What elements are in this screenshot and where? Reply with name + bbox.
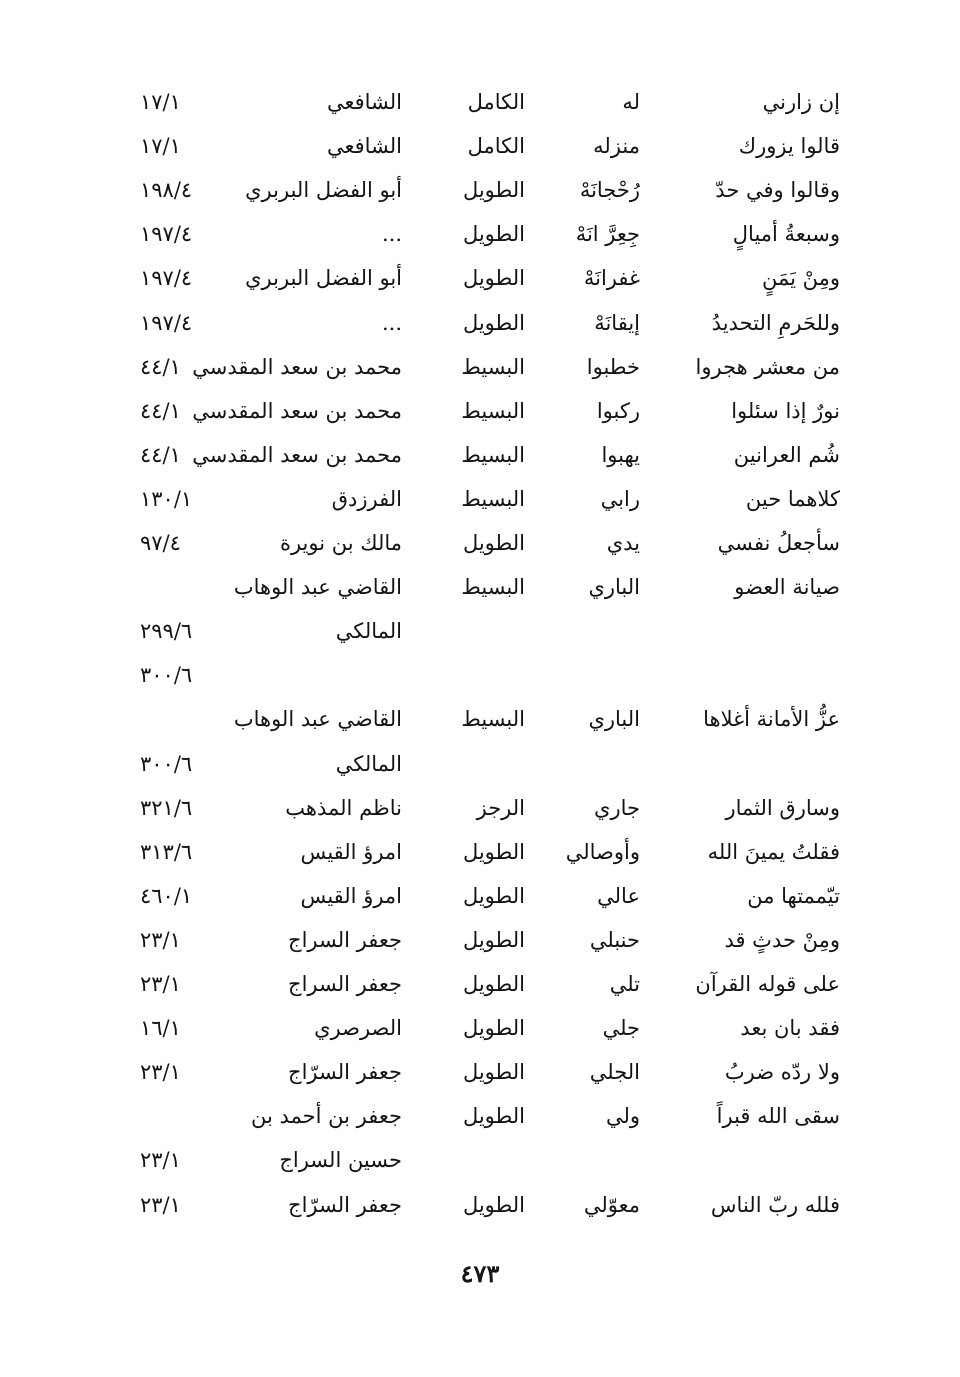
table-row xyxy=(0,565,960,609)
meter-cell: البسيط xyxy=(461,399,525,423)
first-words-cell: وللحَرمِ التحديدُ xyxy=(711,311,840,335)
meter-cell: الطويل xyxy=(462,311,525,335)
table-row xyxy=(0,1050,960,1094)
reference-cell: ٢٣/١ xyxy=(140,1148,181,1172)
first-words-cell: ومِنْ حدثٍ قد xyxy=(724,928,840,952)
meter-cell: الطويل xyxy=(462,1193,525,1217)
reference-cell: ١٩٧/٤ xyxy=(140,311,193,335)
poet-cell: المالكي xyxy=(335,619,402,643)
table-row xyxy=(0,918,960,962)
first-words-cell: وقالوا وفي حدّ xyxy=(715,178,840,202)
rhyme-word-cell: منزله xyxy=(593,134,640,158)
rhyme-word-cell: وأوصالي xyxy=(565,840,640,864)
rhyme-word-cell: يهبوا xyxy=(601,443,640,467)
table-row xyxy=(0,1006,960,1050)
first-words-cell: إن زارني xyxy=(762,90,840,114)
rhyme-word-cell: حنبلي xyxy=(589,928,640,952)
table-row xyxy=(0,433,960,477)
table-row xyxy=(0,1138,960,1182)
table-row xyxy=(0,389,960,433)
reference-cell: ٤٤/١ xyxy=(140,355,181,379)
meter-cell: الطويل xyxy=(462,1016,525,1040)
meter-cell: البسيط xyxy=(461,707,525,731)
poet-cell: محمد بن سعد المقدسي xyxy=(192,355,402,379)
reference-cell: ٤٤/١ xyxy=(140,399,181,423)
page-number: ٤٧٣ xyxy=(460,1259,500,1288)
meter-cell: البسيط xyxy=(461,443,525,467)
rhyme-word-cell: الجلي xyxy=(589,1060,640,1084)
poet-cell: الصرصري xyxy=(314,1016,402,1040)
reference-cell: ١٧/١ xyxy=(140,90,181,114)
meter-cell: البسيط xyxy=(461,575,525,599)
poet-cell: جعفر بن أحمد بن xyxy=(251,1104,402,1128)
table-row xyxy=(0,1094,960,1138)
first-words-cell: ولا ردّه ضربُ xyxy=(724,1060,840,1084)
table-row xyxy=(0,830,960,874)
first-words-cell: تيّممتها من xyxy=(747,884,840,908)
poet-cell: الشافعي xyxy=(326,90,402,114)
reference-cell: ١٦/١ xyxy=(140,1016,181,1040)
table-row xyxy=(0,1183,960,1227)
rhyme-word-cell: ولي xyxy=(605,1104,640,1128)
rhyme-word-cell: خطبوا xyxy=(586,355,640,379)
table-row xyxy=(0,874,960,918)
poet-cell: الفرزدق xyxy=(331,487,402,511)
poet-cell: مالك بن نويرة xyxy=(279,531,402,555)
first-words-cell: سقى الله قبراً xyxy=(716,1104,840,1128)
reference-cell: ٣١٣/٦ xyxy=(140,840,193,864)
meter-cell: الكامل xyxy=(467,134,525,158)
meter-cell: الطويل xyxy=(462,178,525,202)
rhyme-word-cell: معوّلي xyxy=(583,1193,640,1217)
reference-cell: ٣٢١/٦ xyxy=(140,796,193,820)
reference-cell: ١٧/١ xyxy=(140,134,181,158)
table-row xyxy=(0,80,960,124)
table-row xyxy=(0,345,960,389)
rhyme-word-cell: تلي xyxy=(609,972,640,996)
rhyme-word-cell: عالي xyxy=(597,884,640,908)
meter-cell: الكامل xyxy=(467,90,525,114)
poet-cell: جعفر السرّاج xyxy=(288,1060,402,1084)
reference-cell: ٣٠٠/٦ xyxy=(140,752,193,776)
table-row xyxy=(0,962,960,1006)
poet-cell: أبو الفضل البربري xyxy=(245,178,402,202)
reference-cell: ٣٠٠/٦ xyxy=(140,663,193,687)
table-row xyxy=(0,697,960,741)
first-words-cell: على قوله القرآن xyxy=(695,972,840,996)
poet-cell: محمد بن سعد المقدسي xyxy=(192,443,402,467)
rhyme-word-cell: يدي xyxy=(606,531,640,555)
poet-cell: القاضي عبد الوهاب xyxy=(233,707,402,731)
first-words-cell: فلله ربّ الناس xyxy=(710,1193,840,1217)
reference-cell: ٢٣/١ xyxy=(140,1193,181,1217)
meter-cell: الطويل xyxy=(462,531,525,555)
table-row xyxy=(0,168,960,212)
meter-cell: الرجز xyxy=(476,796,525,820)
meter-cell: الطويل xyxy=(462,840,525,864)
rhyme-word-cell: إيقانَهْ xyxy=(594,311,640,335)
reference-cell: ١٣٠/١ xyxy=(140,487,193,511)
reference-cell: ٢٣/١ xyxy=(140,972,181,996)
first-words-cell: من معشر هجروا xyxy=(695,355,840,379)
first-words-cell: وسارق الثمار xyxy=(725,796,840,820)
poet-cell: حسين السراج xyxy=(279,1148,402,1172)
poet-cell: ... xyxy=(381,222,402,246)
first-words-cell: صيانة العضو xyxy=(734,575,840,599)
reference-cell: ١٩٧/٤ xyxy=(140,266,193,290)
meter-cell: الطويل xyxy=(462,972,525,996)
rhyme-word-cell: جاري xyxy=(594,796,640,820)
meter-cell: الطويل xyxy=(462,1060,525,1084)
reference-cell: ٢٣/١ xyxy=(140,928,181,952)
rhyme-word-cell: الباري xyxy=(588,575,640,599)
poet-cell: جعفر السراج xyxy=(288,972,402,996)
poet-cell: جعفر السرّاج xyxy=(288,1193,402,1217)
first-words-cell: شُم العرانين xyxy=(733,443,840,467)
poet-cell: المالكي xyxy=(335,752,402,776)
rhyme-word-cell: غفرانَهْ xyxy=(583,266,640,290)
first-words-cell: سأجعلُ نفسي xyxy=(717,531,840,555)
poet-cell: القاضي عبد الوهاب xyxy=(233,575,402,599)
table-row xyxy=(0,742,960,786)
meter-cell: الطويل xyxy=(462,1104,525,1128)
poet-cell: ... xyxy=(381,311,402,335)
poet-cell: امرؤ القيس xyxy=(300,884,402,908)
table-row xyxy=(0,521,960,565)
first-words-cell: وسبعةُ أميالٍ xyxy=(732,222,840,246)
reference-cell: ٩٧/٤ xyxy=(140,531,181,555)
table-row xyxy=(0,256,960,300)
reference-cell: ١٩٧/٤ xyxy=(140,222,193,246)
reference-cell: ٤٦٠/١ xyxy=(140,884,193,908)
rhyme-word-cell: جِعِرَّ انَهْ xyxy=(575,222,640,246)
reference-cell: ٤٤/١ xyxy=(140,443,181,467)
rhyme-word-cell: جلي xyxy=(602,1016,640,1040)
rhyme-word-cell: رابي xyxy=(600,487,640,511)
first-words-cell: نورٌ إذا سئلوا xyxy=(731,399,840,423)
meter-cell: البسيط xyxy=(461,487,525,511)
meter-cell: الطويل xyxy=(462,222,525,246)
poet-cell: محمد بن سعد المقدسي xyxy=(192,399,402,423)
poet-cell: امرؤ القيس xyxy=(300,840,402,864)
poet-cell: ناظم المذهب xyxy=(285,796,402,820)
table-row xyxy=(0,786,960,830)
first-words-cell: كلاهما حين xyxy=(745,487,840,511)
rhyme-word-cell: ركبوا xyxy=(596,399,640,423)
meter-cell: الطويل xyxy=(462,884,525,908)
meter-cell: البسيط xyxy=(461,355,525,379)
reference-cell: ١٩٨/٤ xyxy=(140,178,193,202)
rhyme-word-cell: الباري xyxy=(588,707,640,731)
poet-cell: الشافعي xyxy=(326,134,402,158)
table-row xyxy=(0,212,960,256)
poet-cell: جعفر السراج xyxy=(288,928,402,952)
reference-cell: ٢٩٩/٦ xyxy=(140,619,193,643)
meter-cell: الطويل xyxy=(462,266,525,290)
rhyme-word-cell: رُحْجانَهْ xyxy=(579,178,640,202)
table-row xyxy=(0,477,960,521)
table-row xyxy=(0,653,960,697)
poet-cell: أبو الفضل البربري xyxy=(245,266,402,290)
first-words-cell: فقلتُ يمينَ الله xyxy=(707,840,840,864)
rhyme-word-cell: له xyxy=(622,90,640,114)
first-words-cell: عزُّ الأمانة أغلاها xyxy=(703,707,840,731)
first-words-cell: ومِنْ يَمَنٍ xyxy=(761,266,840,290)
reference-cell: ٢٣/١ xyxy=(140,1060,181,1084)
first-words-cell: فقد بان بعد xyxy=(740,1016,840,1040)
table-row xyxy=(0,609,960,653)
meter-cell: الطويل xyxy=(462,928,525,952)
table-row xyxy=(0,124,960,168)
first-words-cell: قالوا يزورك xyxy=(738,134,840,158)
table-row xyxy=(0,301,960,345)
